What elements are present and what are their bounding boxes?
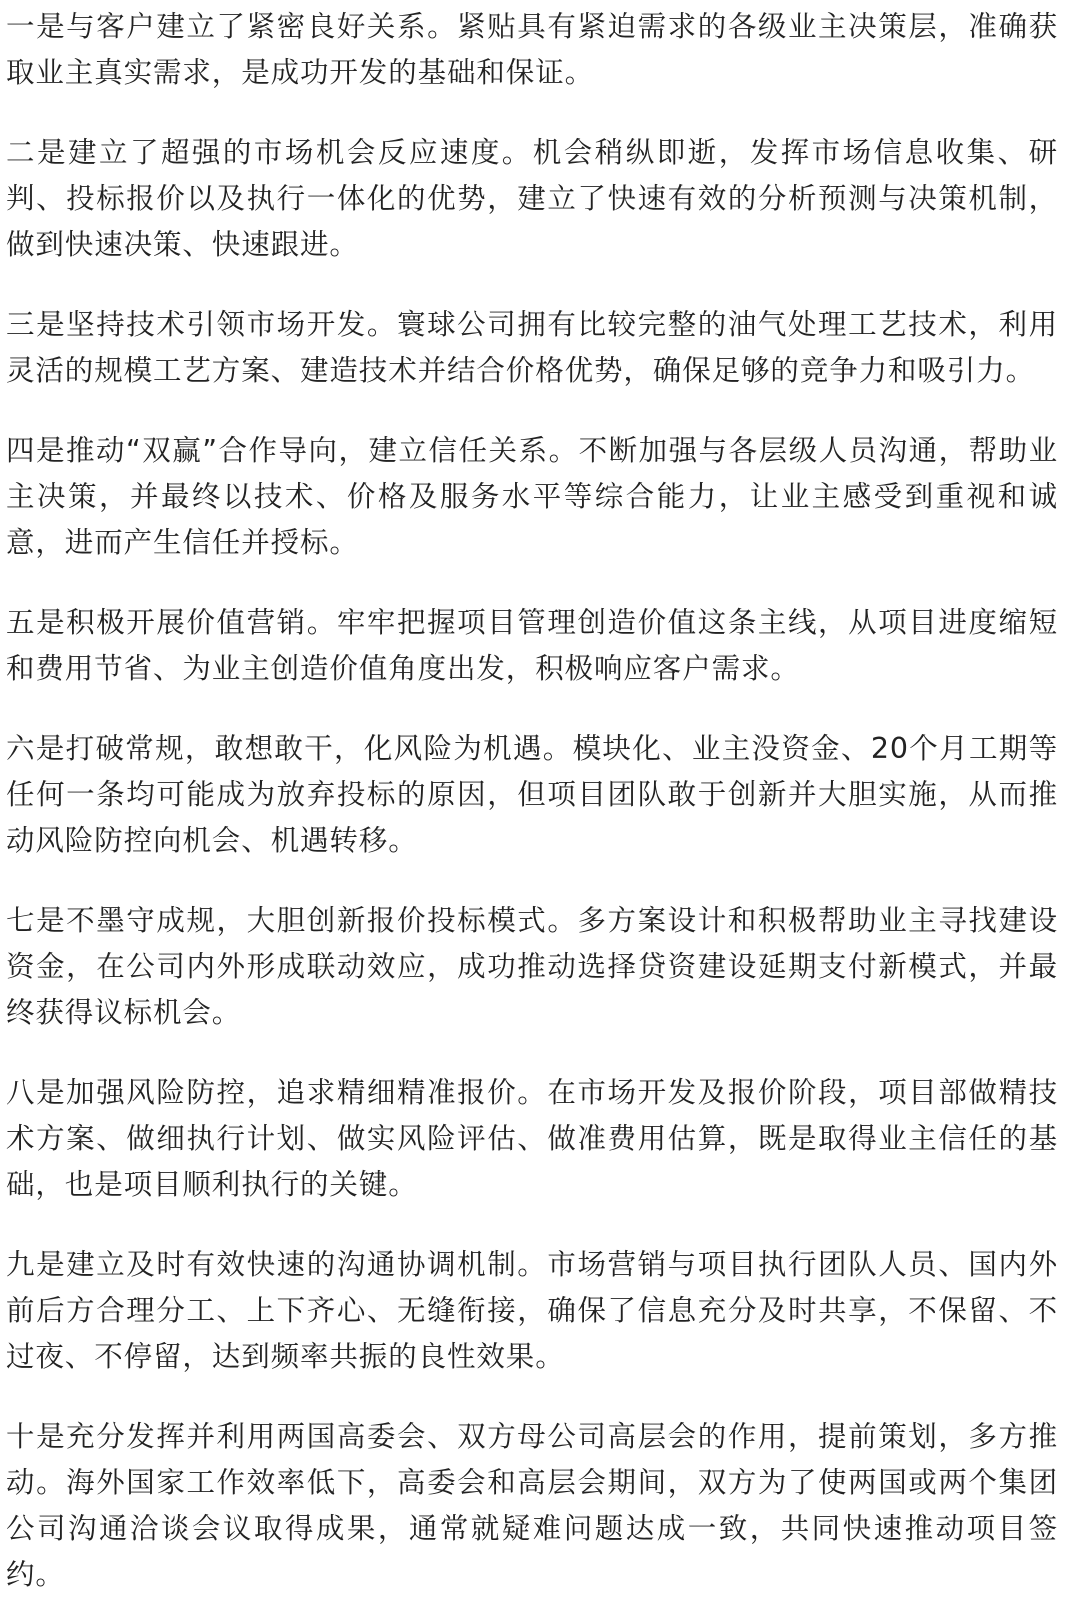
- paragraph-9: 九是建立及时有效快速的沟通协调机制。市场营销与项目执行团队人员、国内外前后方合理分工、上下齐心、无缝衔接，确保了信息充分及时共享，不保留、不过夜、不停留，达到频率共振的良性效果。: [6, 1248, 1058, 1373]
- paragraph-5: 五是积极开展价值营销。牢牢把握项目管理创造价值这条主线，从项目进度缩短和费用节省、为业主创造价值角度出发，积极响应客户需求。: [6, 606, 1058, 685]
- paragraph-8: 八是加强风险防控，追求精细精准报价。在市场开发及报价阶段，项目部做精技术方案、做细执行计划、做实风险评估、做准费用估算，既是取得业主信任的基础，也是项目顺利执行的关键。: [6, 1076, 1058, 1201]
- paragraph-3: 三是坚持技术引领市场开发。寰球公司拥有比较完整的油气处理工艺技术，利用灵活的规模工艺方案、建造技术并结合价格优势，确保足够的竞争力和吸引力。: [6, 308, 1058, 387]
- paragraph-4: 四是推动“双赢”合作导向，建立信任关系。不断加强与各层级人员沟通，帮助业主决策，并最终以技术、价格及服务水平等综合能力，让业主感受到重视和诚意，进而产生信任并授标。: [6, 434, 1058, 559]
- paragraph-10: 十是充分发挥并利用两国高委会、双方母公司高层会的作用，提前策划，多方推动。海外国家工作效率低下，高委会和高层会期间，双方为了使两国或两个集团公司沟通洽谈会议取得成果，通常就疑难问题达成一致，共同快速推动项目签约。: [6, 1420, 1058, 1591]
- paragraph-7: 七是不墨守成规，大胆创新报价投标模式。多方案设计和积极帮助业主寻找建设资金，在公司内外形成联动效应，成功推动选择贷资建设延期支付新模式，并最终获得议标机会。: [6, 904, 1058, 1029]
- paragraph-1: 一是与客户建立了紧密良好关系。紧贴具有紧迫需求的各级业主决策层，准确获取业主真实需求，是成功开发的基础和保证。: [6, 10, 1058, 89]
- paragraph-2: 二是建立了超强的市场机会反应速度。机会稍纵即逝，发挥市场信息收集、研判、投标报价以及执行一体化的优势，建立了快速有效的分析预测与决策机制，做到快速决策、快速跟进。: [6, 136, 1058, 261]
- paragraph-6: 六是打破常规，敢想敢干，化风险为机遇。模块化、业主没资金、20个月工期等任何一条均可能成为放弃投标的原因，但项目团队敢于创新并大胆实施，从而推动风险防控向机会、机遇转移。: [6, 732, 1058, 857]
